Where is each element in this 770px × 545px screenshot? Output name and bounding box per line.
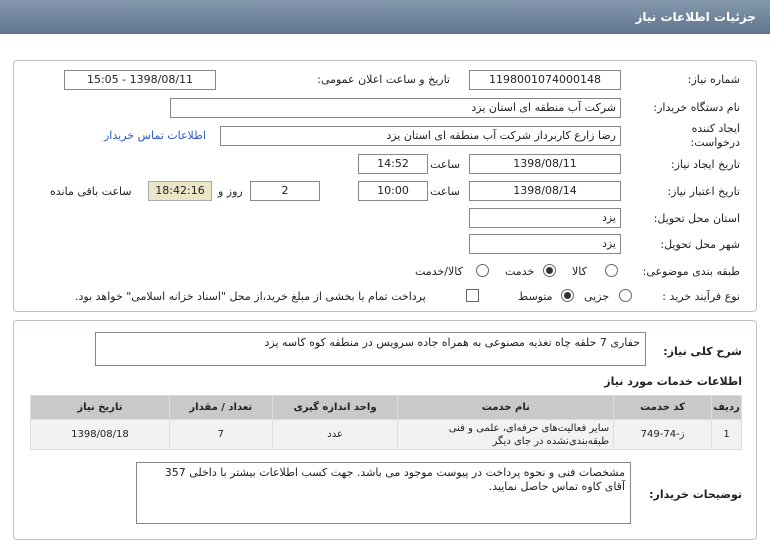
category-label: طبقه بندی موضوعی: [642,265,740,278]
create-time-label: ساعت [430,158,460,171]
cell-row: 1 [712,420,742,450]
treasury-payment-note: پرداخت تمام یا بخشی از مبلغ خرید،از محل "اسناد خزانه اسلامی" خواهد بود. [75,290,426,303]
cell-quantity: 7 [169,420,272,450]
buyer-notes-field: مشخصات فنی و نحوه پرداخت در پیوست موجود می باشد. جهت کسب اطلاعات بیشتر با داخلی 357 آقای کاوه تماس حاصل نمایید. [136,462,631,524]
cell-service-name: سایر فعالیت‌های حرفه‌ای، علمی و فنی طبقه‌بندی‌نشده در جای دیگر [398,420,614,450]
treasury-payment-checkbox[interactable] [466,289,479,302]
services-header-row [31,396,742,420]
valid-time-field: 10:00 [358,181,428,201]
buyer-org-field: شرکت آب منطقه ای استان یزد [170,98,621,118]
buyer-org-label: نام دستگاه خریدار: [653,101,740,114]
need-number-field: 1198001074000148 [469,70,621,90]
creator-label-1: ایجاد کننده [691,122,740,135]
table-row [31,420,742,450]
valid-time-label: ساعت [430,185,460,198]
remaining-label: ساعت باقی مانده [50,185,132,198]
category-service-label: خدمت [505,265,535,278]
page-header [0,0,770,34]
creator-field: رضا زارع کاربرداز شرکت آب منطقه ای استان یزد [220,126,621,146]
announce-label: تاریخ و ساعت اعلان عمومی: [317,73,450,86]
create-date-label: تاریخ ایجاد نیاز: [670,158,740,171]
announce-field: 1398/08/11 - 15:05 [64,70,216,90]
creator-label-2: درخواست: [690,136,740,149]
col-need-date: تاریخ نیاز [31,396,170,420]
contact-buyer-link[interactable]: اطلاعات تماس خریدار [104,129,206,142]
col-row: ردیف [712,396,742,420]
category-service-radio[interactable] [543,264,556,277]
create-date-field: 1398/08/11 [469,154,621,174]
summary-field: حفاری 7 حلقه چاه تغذیه مصنوعی به همراه جاده سرویس در منطقه کوه کاسه یزد [95,332,646,366]
category-goods-service-label: کالا/خدمت [415,265,463,278]
process-medium-radio[interactable] [561,289,574,302]
city-label: شهر محل تحویل: [660,238,740,251]
buyer-notes-label: توضیحات خریدار: [649,488,742,501]
valid-date-label: تاریخ اعتبار نیاز: [667,185,740,198]
category-goods-label: کالا [572,265,587,278]
col-unit: واحد اندازه گیری [272,396,398,420]
cell-need-date: 1398/08/18 [31,420,170,450]
process-minor-label: جزیی [584,290,610,303]
cell-unit: عدد [272,420,398,450]
create-time-field: 14:52 [358,154,428,174]
process-label: نوع فرآیند خرید : [662,290,740,303]
services-table [30,395,742,450]
valid-date-field: 1398/08/14 [469,181,621,201]
summary-label: شرح کلی نیاز: [663,345,742,358]
category-goods-radio[interactable] [605,264,618,277]
days-field: 2 [250,181,320,201]
col-service-name: نام خدمت [398,396,614,420]
col-quantity: تعداد / مقدار [169,396,272,420]
page-title: جزئیات اطلاعات نیاز [635,10,756,24]
services-title: اطلاعات خدمات مورد نیاز [604,375,742,388]
days-label: روز و [218,185,243,198]
need-number-label: شماره نیاز: [687,73,740,86]
col-service-code: کد خدمت [614,396,712,420]
category-goods-service-radio[interactable] [476,264,489,277]
province-field: یزد [469,208,621,228]
city-field: یزد [469,234,621,254]
province-label: استان محل تحویل: [653,212,740,225]
process-minor-radio[interactable] [619,289,632,302]
process-medium-label: متوسط [518,290,553,303]
cell-service-code: ز-74-749 [614,420,712,450]
remaining-time-field: 18:42:16 [148,181,212,201]
